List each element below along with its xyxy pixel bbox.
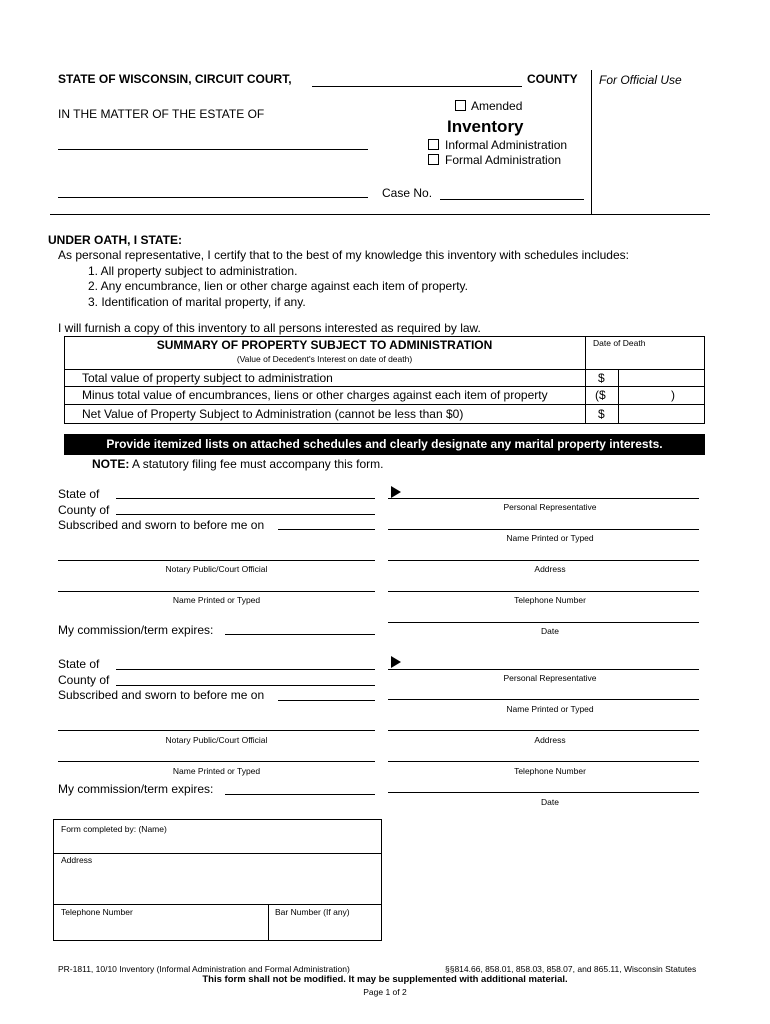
official-use-divider [591, 70, 592, 215]
rep-date-label-2: Date [541, 797, 559, 807]
summary-row-rule-2 [64, 404, 705, 405]
commission-field-2[interactable] [225, 794, 375, 795]
county-of-label-2: County of [58, 673, 110, 687]
rep-label-1: Personal Representative [503, 502, 597, 512]
sign-here-arrow-icon [391, 486, 401, 498]
commission-label-2: My commission/term expires: [58, 782, 214, 796]
summary-row-encumbrances-close: ) [671, 388, 675, 402]
official-use-label: For Official Use [599, 73, 682, 87]
rep-date-label-1: Date [541, 626, 559, 636]
state-of-field-2[interactable] [116, 669, 375, 670]
state-of-label-1: State of [58, 487, 100, 501]
summary-total-value-field[interactable] [620, 370, 704, 385]
formal-label: Formal Administration [445, 153, 562, 167]
informal-checkbox[interactable] [428, 139, 439, 150]
oath-intro: As personal representative, I certify that to the best of my knowledge this inventory with schedules includes: [58, 248, 629, 262]
rep-address-label-1: Address [534, 564, 566, 574]
form-id: PR-1811, 10/10 Inventory (Informal Administration and Formal Administration) [58, 964, 350, 974]
oath-item-1: 1. All property subject to administration. [88, 264, 298, 278]
rep-name-label-1: Name Printed or Typed [506, 533, 594, 543]
summary-row-net: Net Value of Property Subject to Administration (cannot be less than $0) [82, 407, 464, 421]
summary-title: SUMMARY OF PROPERTY SUBJECT TO ADMINISTRATION [156, 338, 493, 352]
subscribed-label-1: Subscribed and sworn to before me on [58, 518, 265, 532]
summary-encumbrances-value-field[interactable] [620, 387, 668, 403]
oath-item-2: 2. Any encumbrance, lien or other charge against each item of property. [88, 279, 468, 293]
subscribed-label-2: Subscribed and sworn to before me on [58, 688, 265, 702]
rep-name-label-2: Name Printed or Typed [506, 704, 594, 714]
itemized-banner-text: Provide itemized lists on attached schedules and clearly designate any marital property interests. [106, 437, 663, 451]
commission-label-1: My commission/term expires: [58, 623, 214, 637]
rep-address-label-2: Address [534, 735, 566, 745]
rep-phone-line-1[interactable] [388, 591, 699, 592]
completed-by-phone-label: Telephone Number [61, 907, 133, 917]
notary-label-2: Notary Public/Court Official [165, 735, 268, 745]
formal-checkbox[interactable] [428, 154, 439, 165]
form-title: Inventory [447, 117, 524, 136]
summary-subtitle: (Value of Decedent's Interest on date of death) [236, 354, 413, 364]
county-of-field-1[interactable] [116, 514, 375, 515]
page-number: Page 1 of 2 [363, 987, 407, 997]
rep-label-2: Personal Representative [503, 673, 597, 683]
fee-note [92, 457, 383, 471]
sign-here-arrow-icon [391, 656, 401, 668]
completed-by-rule-1 [53, 853, 382, 854]
note-text: A statutory filing fee must accompany this form. [129, 457, 384, 471]
modification-warning: This form shall not be modified. It may be supplemented with additional material. [202, 974, 568, 985]
statutes: §§814.66, 858.01, 858.03, 858.07, and 865.11, Wisconsin Statutes [445, 964, 697, 974]
informal-label: Informal Administration [445, 138, 568, 152]
rep-phone-label-2: Telephone Number [514, 766, 586, 776]
summary-row-net-sym: $ [598, 407, 605, 421]
subscribed-date-field-1[interactable] [278, 529, 375, 530]
state-of-label-2: State of [58, 657, 100, 671]
court-county-field[interactable] [312, 86, 522, 87]
notary-name-line-1[interactable] [58, 591, 375, 592]
case-no-field[interactable] [440, 199, 584, 200]
itemized-banner [64, 434, 705, 455]
furnish-statement: I will furnish a copy of this inventory to all persons interested as required by law. [58, 321, 481, 335]
summary-row-total-sym: $ [598, 371, 605, 385]
summary-net-value-field[interactable] [620, 405, 704, 423]
rep-date-line-2[interactable] [388, 792, 699, 793]
completed-by-name-field[interactable] [54, 836, 381, 852]
completed-by-bar-field[interactable] [269, 919, 381, 940]
notary-name-label-1: Name Printed or Typed [172, 595, 261, 605]
completed-by-phone-field[interactable] [54, 919, 267, 940]
completed-by-address-label: Address [61, 855, 93, 865]
county-of-field-2[interactable] [116, 685, 375, 686]
completed-by-address-field[interactable] [54, 867, 381, 903]
oath-heading: UNDER OATH, I STATE: [48, 233, 182, 247]
notary-name-line-2[interactable] [58, 761, 375, 762]
completed-by-rule-2 [53, 904, 382, 905]
summary-row-encumbrances: Minus total value of encumbrances, liens or other charges against each item of property [82, 388, 548, 402]
rep-address-line-1[interactable] [388, 560, 699, 561]
summary-header-rule [64, 369, 705, 370]
summary-row-total: Total value of property subject to administration [82, 371, 333, 385]
completed-by-bar-label: Bar Number (If any) [275, 907, 350, 917]
oath-item-3: 3. Identification of marital property, if any. [88, 295, 306, 309]
summary-col-divider [585, 336, 586, 424]
commission-field-1[interactable] [225, 634, 375, 635]
notary-name-label-2: Name Printed or Typed [172, 766, 261, 776]
notary-label-1: Notary Public/Court Official [165, 564, 268, 574]
amended-label: Amended [471, 99, 523, 113]
rep-name-line-2[interactable] [388, 699, 699, 700]
amended-checkbox[interactable] [455, 100, 466, 111]
summary-col-divider-2 [618, 369, 619, 424]
completed-by-name-label: Form completed by: (Name) [61, 824, 167, 834]
notary-signature-line-1[interactable] [58, 560, 375, 561]
case-no-label: Case No. [382, 186, 433, 200]
date-of-death-label: Date of Death [593, 338, 646, 348]
rep-name-line-1[interactable] [388, 529, 699, 530]
decedent-name-field-2[interactable] [58, 197, 368, 198]
rep-date-line-1[interactable] [388, 622, 699, 623]
county-of-label-1: County of [58, 503, 110, 517]
summary-row-encumbrances-sym: ($ [595, 388, 606, 402]
summary-row-rule-1 [64, 386, 705, 387]
estate-of-label: IN THE MATTER OF THE ESTATE OF [58, 107, 265, 121]
rep-signature-line-1[interactable] [388, 498, 699, 499]
notary-signature-line-2[interactable] [58, 730, 375, 731]
rep-phone-label-1: Telephone Number [514, 595, 586, 605]
state-of-field-1[interactable] [116, 498, 375, 499]
rep-address-line-2[interactable] [388, 730, 699, 731]
header-divider [50, 214, 710, 215]
rep-signature-line-2[interactable] [388, 669, 699, 670]
rep-phone-line-2[interactable] [388, 761, 699, 762]
county-label: COUNTY [527, 72, 578, 86]
note-label: NOTE: [92, 457, 130, 471]
subscribed-date-field-2[interactable] [278, 700, 375, 701]
court-line: STATE OF WISCONSIN, CIRCUIT COURT, [58, 72, 292, 86]
decedent-name-field[interactable] [58, 149, 368, 150]
